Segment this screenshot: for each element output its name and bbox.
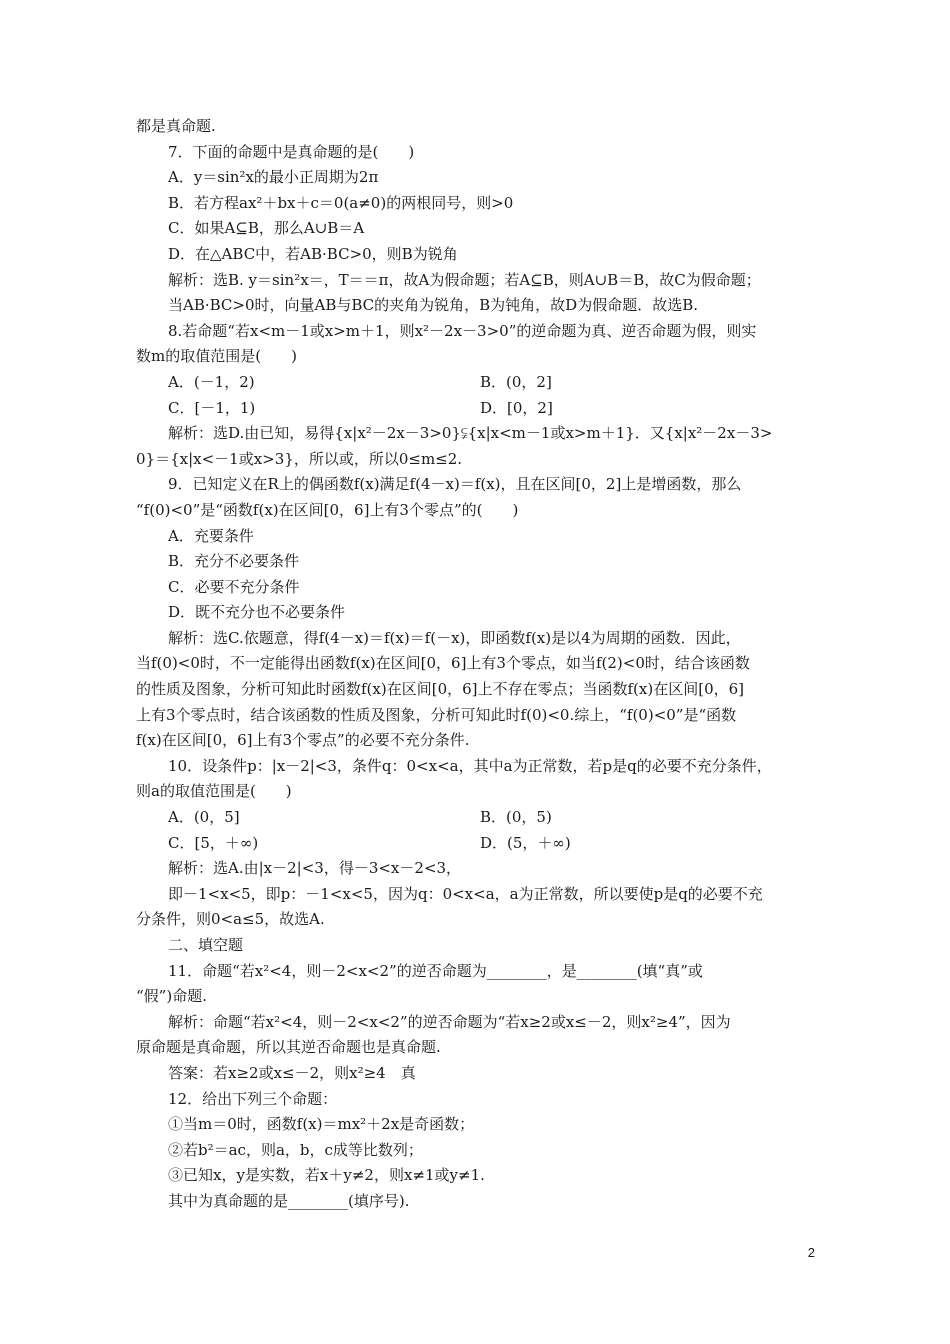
question-11	[136, 959, 816, 1087]
question-12	[136, 1087, 816, 1215]
q9-option-a: A．充要条件	[168, 526, 254, 545]
q9-option-d: D．既不充分也不必要条件	[168, 603, 346, 622]
q8-analysis-line-2: 0}＝{x|x<－1或x>3}，所以或，所以0≤m≤2.	[136, 449, 463, 468]
q7-analysis-line-1: 解析：选B. y＝sin²x＝，T＝＝π，故A为假命题；若A⊆B，则A∪B＝B，故C为假命题；	[168, 270, 761, 289]
q10-option-d: D．(5，＋∞)	[480, 833, 571, 852]
q9-option-b: B．充分不必要条件	[168, 552, 300, 571]
q8-analysis-line-1: 解析：选D.由已知，易得{x|x²－2x－3>0}⫋{x|x<m－1或x>m＋1}．又{x|x²－2x－3>	[168, 424, 773, 443]
q11-stem-line-2: “假”)命题.	[136, 987, 207, 1006]
section-heading-fill-in: 二、填空题	[168, 936, 244, 954]
question-8	[136, 319, 816, 473]
q10-option-c: C．[5，＋∞)	[168, 833, 259, 852]
page-number: 2	[807, 1245, 815, 1260]
q11-analysis-line-1: 解析：命题“若x²<4，则－2<x<2”的逆否命题为“若x≥2或x≤－2，则x²≥4”，因为	[168, 1012, 731, 1031]
q9-analysis-line-3: 的性质及图象，分析可知此时函数f(x)在区间[0，6]上不存在零点；当函数f(x)在区间[0，6]	[136, 680, 745, 699]
q7-analysis-line-2: 当AB·BC>0时，向量AB与BC的夹角为锐角，B为钝角，故D为假命题．故选B.	[168, 296, 698, 315]
q10-analysis-line-1: 解析：选A.由|x－2|<3，得－3<x－2<3，	[168, 859, 462, 878]
q12-item-2: ②若b²＝ac，则a，b，c成等比数列；	[168, 1140, 423, 1159]
q8-option-c: C．[－1，1)	[168, 398, 256, 417]
q7-stem: 7．下面的命题中是真命题的是( )	[168, 142, 415, 161]
q10-analysis-line-3: 分条件，则0<a≤5，故选A.	[136, 910, 325, 929]
q9-analysis-line-2: 当f(0)<0时，不一定能得出函数f(x)在区间[0，6]上有3个零点，如当f(2)<0时，结合该函数	[136, 654, 750, 673]
q11-stem-line-1: 11．命题“若x²<4，则－2<x<2”的逆否命题为________，是________(填“真”或	[168, 961, 703, 980]
q10-option-b: B．(0，5)	[480, 808, 552, 827]
q9-analysis-line-1: 解析：选C.依题意，得f(4－x)＝f(x)＝f(－x)，即函数f(x)是以4为周期的函数．因此，	[168, 628, 741, 647]
q8-option-d: D．[0，2]	[480, 398, 553, 417]
q8-option-b: B．(0，2]	[480, 372, 552, 391]
q7-option-a: A．y＝sin²x的最小正周期为2π	[168, 168, 379, 187]
q10-options-row-2	[136, 831, 816, 857]
q12-item-3: ③已知x，y是实数，若x＋y≠2，则x≠1或y≠1.	[168, 1166, 485, 1185]
q10-options-row-1	[136, 805, 816, 831]
q7-option-c: C．如果A⊆B，那么A∪B＝A	[168, 219, 365, 238]
question-9	[136, 472, 816, 754]
q9-stem-line-1: 9．已知定义在R上的偶函数f(x)满足f(4－x)＝f(x)，且在区间[0，2]上是增函数，那么	[168, 475, 742, 494]
q12-item-1: ①当m＝0时，函数f(x)＝mx²＋2x是奇函数；	[168, 1115, 475, 1134]
question-7	[136, 140, 816, 319]
q12-question: 其中为真命题的是________(填序号).	[168, 1191, 410, 1210]
q12-stem: 12．给出下列三个命题：	[168, 1089, 338, 1108]
q7-option-d: D．在△ABC中，若AB·BC>0，则B为锐角	[168, 244, 458, 263]
q10-stem-line-2: 则a的取值范围是( )	[136, 782, 292, 801]
q9-stem-line-2: “f(0)<0”是“函数f(x)在区间[0，6]上有3个零点”的( )	[136, 500, 519, 519]
q10-analysis-line-2: 即－1<x<5，即p：－1<x<5，因为q：0<x<a，a为正常数，所以要使p是q的必要不充	[168, 884, 763, 903]
q11-answer: 答案：若x≥2或x≤－2，则x²≥4 真	[168, 1063, 416, 1082]
q9-analysis-line-5: f(x)在区间[0，6]上有3个零点”的必要不充分条件.	[136, 731, 470, 750]
q7-option-b: B．若方程ax²＋bx＋c＝0(a≠0)的两根同号，则>0	[168, 193, 514, 212]
q8-options-row-1	[136, 370, 816, 396]
q8-stem-line-2: 数m的取值范围是( )	[136, 347, 297, 366]
q8-option-a: A．(－1，2)	[168, 372, 255, 391]
question-10	[136, 754, 816, 933]
intro-line: 都是真命题.	[136, 117, 216, 135]
q10-option-a: A．(0，5]	[168, 808, 240, 827]
q11-analysis-line-2: 原命题是真命题，所以其逆否命题也是真命题.	[136, 1038, 441, 1057]
q8-options-row-2	[136, 396, 816, 422]
q9-option-c: C．必要不充分条件	[168, 577, 300, 596]
q8-stem-line-1: 8.若命题“若x<m－1或x>m＋1，则x²－2x－3>0”的逆命题为真、逆否命题为假，则实	[168, 321, 757, 340]
page-content	[136, 114, 816, 1215]
q9-analysis-line-4: 上有3个零点时，结合该函数的性质及图象，分析可知此时f(0)<0.综上，“f(0)<0”是“函数	[136, 705, 737, 724]
q10-stem-line-1: 10．设条件p：|x－2|<3，条件q：0<x<a，其中a为正常数，若p是q的必要不充分条件，	[168, 756, 772, 775]
